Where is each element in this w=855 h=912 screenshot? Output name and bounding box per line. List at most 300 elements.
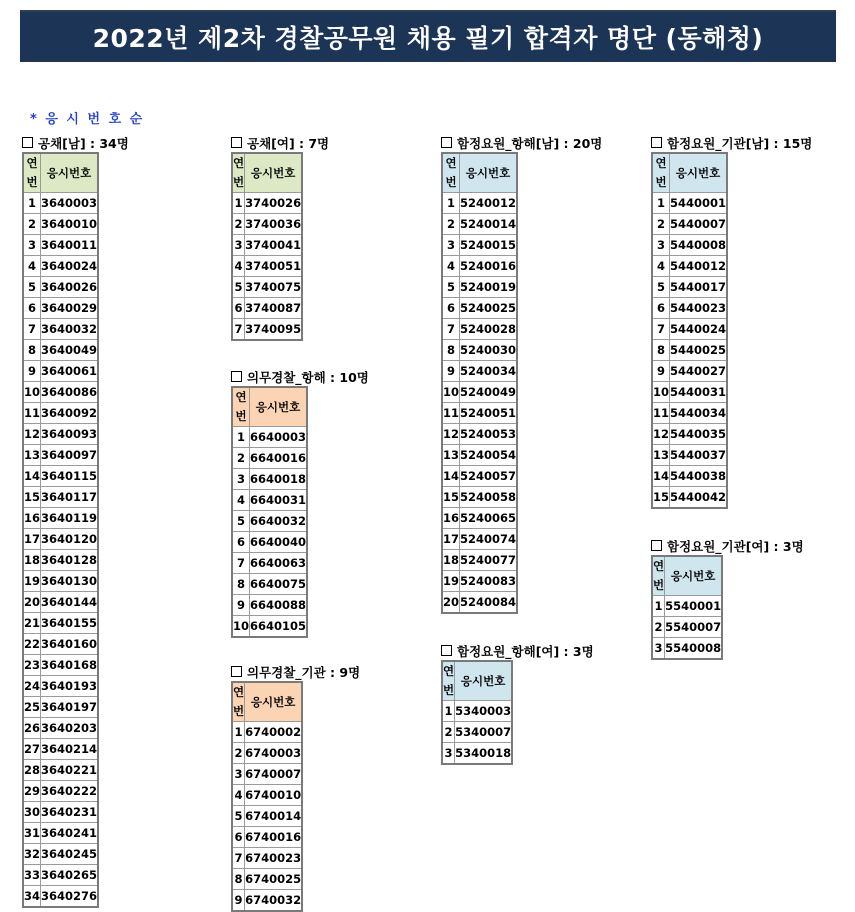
- exam-number-cell: 3640155: [41, 613, 99, 634]
- roster-table: [231, 681, 303, 912]
- serial-cell: 7: [442, 319, 460, 340]
- header-serial: 연번: [232, 387, 250, 427]
- header-serial: 연번: [232, 682, 245, 722]
- serial-cell: 24: [23, 676, 41, 697]
- table-row: [652, 340, 727, 361]
- serial-cell: 2: [442, 722, 455, 743]
- table-row: [652, 487, 727, 509]
- checkbox-square-icon: [231, 371, 242, 382]
- serial-cell: 11: [652, 403, 670, 424]
- table-row: [652, 382, 727, 403]
- exam-number-cell: 5240015: [460, 235, 518, 256]
- table-row: [23, 487, 98, 508]
- exam-number-cell: 5240074: [460, 529, 518, 550]
- table-header-row: [442, 153, 517, 193]
- table-row: [442, 214, 517, 235]
- serial-cell: 11: [442, 403, 460, 424]
- serial-cell: 14: [442, 466, 460, 487]
- exam-number-cell: 3640010: [41, 214, 99, 235]
- exam-number-cell: 3740036: [245, 214, 303, 235]
- exam-number-cell: 5240016: [460, 256, 518, 277]
- serial-cell: 9: [23, 361, 41, 382]
- header-exam-number: 응시번호: [250, 387, 308, 427]
- serial-cell: 6: [442, 298, 460, 319]
- serial-cell: 3: [652, 235, 670, 256]
- serial-cell: 10: [442, 382, 460, 403]
- serial-cell: 8: [232, 574, 250, 595]
- table-row: [232, 869, 302, 890]
- table-row: [232, 469, 307, 490]
- exam-number-cell: 3640241: [41, 823, 99, 844]
- serial-cell: 15: [442, 487, 460, 508]
- group-title-text: 공채[남] : 34명: [38, 136, 129, 151]
- table-row: [23, 571, 98, 592]
- serial-cell: 6: [232, 298, 245, 319]
- exam-number-cell: 6740016: [245, 827, 303, 848]
- roster-table: [231, 152, 303, 341]
- roster-table: [651, 555, 723, 660]
- serial-cell: 7: [23, 319, 41, 340]
- serial-cell: 7: [232, 319, 245, 341]
- table-row: [652, 277, 727, 298]
- header-exam-number: 응시번호: [665, 556, 723, 596]
- exam-number-cell: 6740032: [245, 890, 303, 912]
- table-row: [442, 382, 517, 403]
- table-row: [232, 574, 307, 595]
- exam-number-cell: 3740041: [245, 235, 303, 256]
- exam-number-cell: 6740003: [245, 743, 303, 764]
- serial-cell: 13: [652, 445, 670, 466]
- table-header-row: [442, 661, 512, 701]
- table-row: [232, 235, 302, 256]
- exam-number-cell: 3640245: [41, 844, 99, 865]
- serial-cell: 2: [232, 743, 245, 764]
- checkbox-square-icon: [231, 666, 242, 677]
- group-title: [651, 134, 812, 152]
- serial-cell: 5: [232, 277, 245, 298]
- exam-number-cell: 5540008: [665, 638, 723, 660]
- table-row: [442, 193, 517, 214]
- exam-number-cell: 3640276: [41, 886, 99, 908]
- exam-number-cell: 5240014: [460, 214, 518, 235]
- table-row: [23, 508, 98, 529]
- table-row: [232, 722, 302, 743]
- serial-cell: 6: [23, 298, 41, 319]
- table-row: [23, 760, 98, 781]
- serial-cell: 12: [652, 424, 670, 445]
- serial-cell: 6: [232, 532, 250, 553]
- exam-number-cell: 5440025: [670, 340, 728, 361]
- serial-cell: 7: [232, 848, 245, 869]
- table-row: [232, 277, 302, 298]
- exam-number-cell: 3740095: [245, 319, 303, 341]
- serial-cell: 1: [652, 193, 670, 214]
- table-row: [652, 638, 722, 660]
- table-row: [232, 595, 307, 616]
- serial-cell: 27: [23, 739, 41, 760]
- table-row: [232, 553, 307, 574]
- table-row: [652, 445, 727, 466]
- exam-number-cell: 3640093: [41, 424, 99, 445]
- roster-table: [441, 152, 518, 614]
- table-row: [23, 655, 98, 676]
- serial-cell: 3: [232, 764, 245, 785]
- table-row: [442, 550, 517, 571]
- table-row: [23, 340, 98, 361]
- exam-number-cell: 6740014: [245, 806, 303, 827]
- serial-cell: 13: [442, 445, 460, 466]
- exam-number-cell: 5240053: [460, 424, 518, 445]
- serial-cell: 15: [23, 487, 41, 508]
- serial-cell: 19: [23, 571, 41, 592]
- serial-cell: 9: [232, 595, 250, 616]
- table-row: [232, 427, 307, 448]
- serial-cell: 17: [442, 529, 460, 550]
- serial-cell: 15: [652, 487, 670, 509]
- table-row: [232, 511, 307, 532]
- checkbox-square-icon: [651, 137, 662, 148]
- exam-number-cell: 3640203: [41, 718, 99, 739]
- exam-number-cell: 5440042: [670, 487, 728, 509]
- exam-number-cell: 3740087: [245, 298, 303, 319]
- table-row: [23, 844, 98, 865]
- serial-cell: 4: [652, 256, 670, 277]
- serial-cell: 5: [652, 277, 670, 298]
- exam-number-cell: 5240054: [460, 445, 518, 466]
- exam-number-cell: 5240065: [460, 508, 518, 529]
- checkbox-square-icon: [22, 137, 33, 148]
- table-row: [23, 739, 98, 760]
- table-row: [23, 697, 98, 718]
- table-row: [442, 235, 517, 256]
- header-serial: 연번: [442, 661, 455, 701]
- exam-number-cell: 3640029: [41, 298, 99, 319]
- header-exam-number: 응시번호: [670, 153, 728, 193]
- table-header-row: [232, 153, 302, 193]
- table-row: [442, 424, 517, 445]
- roster-table: [651, 152, 728, 509]
- table-row: [232, 448, 307, 469]
- serial-cell: 1: [442, 193, 460, 214]
- serial-cell: 4: [23, 256, 41, 277]
- serial-cell: 10: [23, 382, 41, 403]
- serial-cell: 21: [23, 613, 41, 634]
- exam-number-cell: 3640168: [41, 655, 99, 676]
- group-title: [441, 134, 602, 152]
- checkbox-square-icon: [231, 137, 242, 148]
- serial-cell: 2: [442, 214, 460, 235]
- table-row: [23, 676, 98, 697]
- table-row: [232, 616, 307, 638]
- serial-cell: 18: [442, 550, 460, 571]
- table-row: [442, 445, 517, 466]
- exam-number-cell: 5240077: [460, 550, 518, 571]
- table-row: [23, 466, 98, 487]
- serial-cell: 33: [23, 865, 41, 886]
- exam-number-cell: 5440023: [670, 298, 728, 319]
- exam-number-cell: 6640088: [250, 595, 308, 616]
- header-serial: 연번: [23, 153, 41, 193]
- table-row: [23, 361, 98, 382]
- serial-cell: 3: [232, 469, 250, 490]
- page-title: 2022년 제2차 경찰공무원 채용 필기 합격자 명단 (동해청): [92, 24, 764, 53]
- header-exam-number: 응시번호: [41, 153, 99, 193]
- serial-cell: 3: [442, 235, 460, 256]
- table-row: [442, 529, 517, 550]
- exam-number-cell: 6640032: [250, 511, 308, 532]
- exam-number-cell: 5540007: [665, 617, 723, 638]
- serial-cell: 6: [232, 827, 245, 848]
- table-row: [232, 193, 302, 214]
- exam-number-cell: 6740023: [245, 848, 303, 869]
- exam-number-cell: 5440037: [670, 445, 728, 466]
- exam-number-cell: 5340003: [455, 701, 513, 722]
- serial-cell: 26: [23, 718, 41, 739]
- exam-number-cell: 3640197: [41, 697, 99, 718]
- serial-cell: 11: [23, 403, 41, 424]
- group-title: [651, 537, 804, 555]
- exam-number-cell: 5240058: [460, 487, 518, 508]
- table-row: [23, 256, 98, 277]
- table-row: [23, 445, 98, 466]
- group-title-text: 의무경찰_기관 : 9명: [247, 665, 361, 680]
- serial-cell: 1: [442, 701, 455, 722]
- table-row: [442, 508, 517, 529]
- table-row: [652, 403, 727, 424]
- table-row: [652, 617, 722, 638]
- exam-number-cell: 3640160: [41, 634, 99, 655]
- serial-cell: 14: [23, 466, 41, 487]
- exam-number-cell: 5240025: [460, 298, 518, 319]
- table-row: [442, 361, 517, 382]
- serial-cell: 14: [652, 466, 670, 487]
- serial-cell: 2: [232, 448, 250, 469]
- sort-note: * 응 시 번 호 순: [30, 112, 145, 127]
- table-row: [442, 592, 517, 614]
- serial-cell: 28: [23, 760, 41, 781]
- exam-number-cell: 5240034: [460, 361, 518, 382]
- exam-number-cell: 6640003: [250, 427, 308, 448]
- serial-cell: 16: [442, 508, 460, 529]
- serial-cell: 4: [232, 256, 245, 277]
- exam-number-cell: 3640086: [41, 382, 99, 403]
- serial-cell: 10: [652, 382, 670, 403]
- table-row: [652, 214, 727, 235]
- group-title: [22, 134, 129, 152]
- exam-number-cell: 3640144: [41, 592, 99, 613]
- serial-cell: 9: [232, 890, 245, 912]
- exam-number-cell: 5440008: [670, 235, 728, 256]
- table-row: [652, 361, 727, 382]
- exam-number-cell: 5340018: [455, 743, 513, 765]
- header-exam-number: 응시번호: [455, 661, 513, 701]
- exam-number-cell: 3640231: [41, 802, 99, 823]
- exam-number-cell: 3740026: [245, 193, 303, 214]
- serial-cell: 8: [442, 340, 460, 361]
- serial-cell: 22: [23, 634, 41, 655]
- roster-table: [231, 386, 308, 638]
- exam-number-cell: 3740075: [245, 277, 303, 298]
- exam-number-cell: 3640214: [41, 739, 99, 760]
- serial-cell: 4: [232, 490, 250, 511]
- table-row: [23, 886, 98, 908]
- exam-number-cell: 3640120: [41, 529, 99, 550]
- header-serial: 연번: [652, 153, 670, 193]
- table-row: [442, 487, 517, 508]
- exam-number-cell: 6740010: [245, 785, 303, 806]
- table-row: [23, 613, 98, 634]
- serial-cell: 2: [232, 214, 245, 235]
- checkbox-square-icon: [441, 137, 452, 148]
- table-row: [23, 634, 98, 655]
- table-row: [442, 298, 517, 319]
- table-row: [442, 466, 517, 487]
- roster-table: [441, 660, 513, 765]
- group-title-text: 공채[여] : 7명: [247, 136, 330, 151]
- exam-number-cell: 3640003: [41, 193, 99, 214]
- table-row: [442, 403, 517, 424]
- serial-cell: 23: [23, 655, 41, 676]
- exam-number-cell: 3640061: [41, 361, 99, 382]
- table-header-row: [232, 682, 302, 722]
- table-row: [23, 403, 98, 424]
- table-row: [442, 340, 517, 361]
- exam-number-cell: 5240028: [460, 319, 518, 340]
- serial-cell: 30: [23, 802, 41, 823]
- exam-number-cell: 5240049: [460, 382, 518, 403]
- table-row: [23, 235, 98, 256]
- exam-number-cell: 5440024: [670, 319, 728, 340]
- header-exam-number: 응시번호: [460, 153, 518, 193]
- serial-cell: 3: [232, 235, 245, 256]
- serial-cell: 2: [652, 214, 670, 235]
- table-row: [23, 424, 98, 445]
- exam-number-cell: 5340007: [455, 722, 513, 743]
- serial-cell: 17: [23, 529, 41, 550]
- exam-number-cell: 3640115: [41, 466, 99, 487]
- serial-cell: 10: [232, 616, 250, 638]
- table-row: [442, 571, 517, 592]
- exam-number-cell: 5540001: [665, 596, 723, 617]
- exam-number-cell: 6640105: [250, 616, 308, 638]
- serial-cell: 18: [23, 550, 41, 571]
- table-row: [232, 256, 302, 277]
- table-row: [652, 424, 727, 445]
- exam-number-cell: 5240019: [460, 277, 518, 298]
- serial-cell: 5: [23, 277, 41, 298]
- table-row: [23, 718, 98, 739]
- serial-cell: 1: [652, 596, 665, 617]
- serial-cell: 8: [652, 340, 670, 361]
- header-serial: 연번: [232, 153, 245, 193]
- table-header-row: [23, 153, 98, 193]
- serial-cell: 20: [442, 592, 460, 614]
- exam-number-cell: 6640040: [250, 532, 308, 553]
- table-row: [23, 865, 98, 886]
- exam-number-cell: 5440007: [670, 214, 728, 235]
- table-row: [442, 743, 512, 765]
- table-row: [232, 764, 302, 785]
- title-banner: [20, 10, 836, 62]
- serial-cell: 7: [652, 319, 670, 340]
- exam-number-cell: 3640130: [41, 571, 99, 592]
- table-row: [23, 802, 98, 823]
- table-row: [232, 532, 307, 553]
- group-title-text: 함정요원_기관[여] : 3명: [667, 539, 804, 554]
- serial-cell: 20: [23, 592, 41, 613]
- serial-cell: 16: [23, 508, 41, 529]
- table-row: [652, 235, 727, 256]
- serial-cell: 4: [442, 256, 460, 277]
- serial-cell: 9: [442, 361, 460, 382]
- table-row: [652, 466, 727, 487]
- serial-cell: 34: [23, 886, 41, 908]
- serial-cell: 13: [23, 445, 41, 466]
- serial-cell: 25: [23, 697, 41, 718]
- serial-cell: 12: [23, 424, 41, 445]
- table-row: [23, 781, 98, 802]
- table-row: [23, 823, 98, 844]
- exam-number-cell: 3640265: [41, 865, 99, 886]
- table-header-row: [652, 153, 727, 193]
- exam-number-cell: 5240030: [460, 340, 518, 361]
- table-row: [23, 193, 98, 214]
- exam-number-cell: 5440017: [670, 277, 728, 298]
- group-title-text: 함정요원_항해[여] : 3명: [457, 644, 594, 659]
- serial-cell: 7: [232, 553, 250, 574]
- serial-cell: 29: [23, 781, 41, 802]
- table-row: [232, 490, 307, 511]
- serial-cell: 5: [442, 277, 460, 298]
- exam-number-cell: 5440031: [670, 382, 728, 403]
- serial-cell: 5: [232, 511, 250, 532]
- table-row: [232, 319, 302, 341]
- header-serial: 연번: [652, 556, 665, 596]
- table-row: [442, 701, 512, 722]
- exam-number-cell: 3640011: [41, 235, 99, 256]
- exam-number-cell: 3640026: [41, 277, 99, 298]
- table-row: [23, 382, 98, 403]
- table-row: [232, 806, 302, 827]
- table-row: [232, 785, 302, 806]
- exam-number-cell: 3640119: [41, 508, 99, 529]
- serial-cell: 3: [442, 743, 455, 765]
- serial-cell: 6: [652, 298, 670, 319]
- exam-number-cell: 5240084: [460, 592, 518, 614]
- table-row: [442, 722, 512, 743]
- table-row: [232, 214, 302, 235]
- table-row: [23, 529, 98, 550]
- exam-number-cell: 3640117: [41, 487, 99, 508]
- group-title-text: 함정요원_항해[남] : 20명: [457, 136, 603, 151]
- exam-number-cell: 6640063: [250, 553, 308, 574]
- exam-number-cell: 3640092: [41, 403, 99, 424]
- checkbox-square-icon: [441, 645, 452, 656]
- exam-number-cell: 5440001: [670, 193, 728, 214]
- header-serial: 연번: [442, 153, 460, 193]
- roster-table: [22, 152, 99, 908]
- exam-number-cell: 5240057: [460, 466, 518, 487]
- table-row: [23, 277, 98, 298]
- exam-number-cell: 3640221: [41, 760, 99, 781]
- table-header-row: [232, 387, 307, 427]
- serial-cell: 5: [232, 806, 245, 827]
- table-row: [232, 827, 302, 848]
- serial-cell: 1: [232, 427, 250, 448]
- checkbox-square-icon: [651, 540, 662, 551]
- exam-number-cell: 3640128: [41, 550, 99, 571]
- table-row: [23, 592, 98, 613]
